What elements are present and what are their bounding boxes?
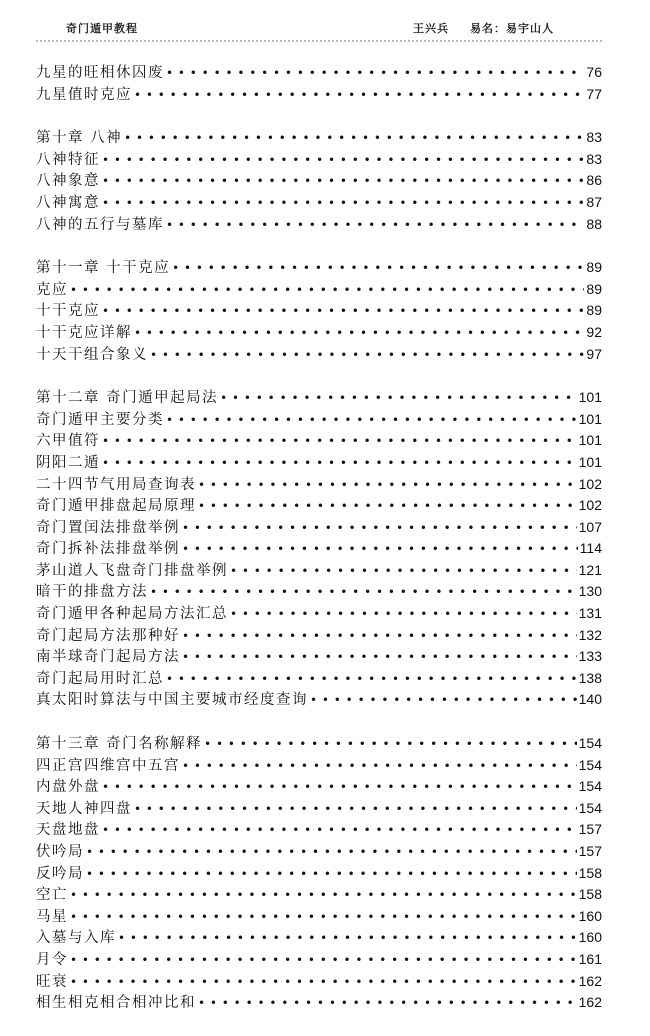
toc-entry-page: 101	[578, 432, 602, 449]
toc-entry-page: 131	[578, 605, 602, 622]
dot-leader	[310, 690, 577, 712]
toc-entry[interactable]	[36, 517, 602, 539]
toc-entry-page: 154	[578, 735, 602, 752]
dot-leader	[150, 345, 584, 367]
dot-leader	[102, 171, 584, 193]
toc-entry-title: 反吟局	[36, 865, 84, 882]
toc-entry-title: 四正宫四维宫中五宫	[36, 757, 180, 774]
dot-leader	[220, 388, 577, 410]
toc-entry-title: 八神特征	[36, 151, 100, 168]
toc-entry-title: 南半球奇门起局方法	[36, 649, 180, 666]
toc-entry-page: 154	[578, 778, 602, 795]
toc-entry-page: 92	[586, 323, 602, 340]
toc-entry-title: 伏吟局	[36, 844, 84, 860]
toc-entry-title: 茅山道人飞盘奇门排盘举例	[36, 562, 228, 579]
toc-entry-page: 88	[586, 215, 602, 232]
dot-leader	[102, 150, 584, 172]
toc-entry-page: 157	[578, 821, 602, 838]
toc-entry[interactable]	[36, 927, 602, 949]
dot-leader	[134, 799, 577, 821]
toc-entry-title: 奇门起局用时汇总	[36, 670, 164, 687]
toc-entry[interactable]	[36, 495, 602, 517]
toc-entry[interactable]	[36, 603, 602, 625]
dot-leader	[230, 604, 577, 626]
dot-leader	[70, 972, 577, 994]
toc-entry[interactable]	[36, 149, 602, 171]
author-name: 王兴兵	[413, 22, 449, 35]
toc-section	[36, 62, 602, 105]
toc-chapter-entry[interactable]	[36, 127, 602, 149]
toc-entry-title: 相生相克相合相冲比和	[36, 995, 196, 1012]
dot-leader	[70, 907, 577, 929]
toc-section	[36, 733, 602, 1014]
toc-entry-page: 140	[578, 691, 602, 708]
toc-entry-title: 奇门遁甲主要分类	[36, 411, 164, 428]
dot-leader	[134, 85, 584, 107]
toc-entry[interactable]	[36, 625, 602, 647]
toc-entry-title: 奇门遁甲各种起局方法汇总	[36, 606, 228, 623]
toc-entry-title: 八神的五行与墓库	[36, 216, 164, 233]
toc-entry[interactable]	[36, 452, 602, 474]
toc-entry-page: 102	[578, 475, 602, 492]
toc-entry-title: 奇门拆补法排盘举例	[36, 541, 180, 558]
toc-entry-page: 77	[586, 85, 602, 102]
toc-entry-title: 十干克应	[36, 303, 100, 320]
toc-entry-page: 157	[578, 843, 602, 859]
toc-entry-title: 旺衰	[36, 973, 68, 990]
toc-chapter-entry[interactable]	[36, 733, 602, 755]
toc-entry-page: 154	[578, 756, 602, 773]
dot-leader	[102, 777, 577, 799]
toc-entry-title: 克应	[36, 281, 68, 298]
toc-entry-page: 158	[578, 886, 602, 903]
toc-entry[interactable]	[36, 776, 602, 798]
dot-leader	[198, 993, 577, 1015]
toc-entry-page: 101	[578, 410, 602, 427]
dot-leader	[102, 820, 577, 842]
toc-entry-page: 87	[586, 193, 602, 210]
toc-entry-title: 空亡	[36, 887, 68, 904]
toc-entry[interactable]	[36, 884, 602, 906]
toc-entry-title: 天地人神四盘	[36, 800, 132, 817]
toc-chapter-entry[interactable]	[36, 257, 602, 279]
toc-entry-title: 奇门起局方法那种好	[36, 627, 180, 644]
toc-entry-title: 月令	[36, 951, 68, 968]
dot-leader	[182, 756, 577, 778]
dot-leader	[102, 453, 577, 475]
toc-entry-page: 101	[578, 389, 602, 406]
dot-leader	[166, 63, 584, 85]
toc-entry-page: 89	[586, 280, 602, 297]
toc-entry[interactable]	[36, 646, 602, 668]
toc-entry[interactable]	[36, 798, 602, 820]
dot-leader	[86, 864, 577, 886]
toc-entry-page: 130	[578, 583, 602, 600]
toc-entry-page: 160	[578, 929, 602, 946]
toc-entry-page: 107	[578, 518, 602, 535]
dot-leader	[102, 301, 584, 323]
dot-leader	[86, 842, 577, 864]
header-divider	[36, 40, 602, 45]
toc-entry-page: 89	[586, 259, 602, 276]
dot-leader	[230, 561, 577, 583]
running-header	[0, 18, 650, 40]
toc-entry-page: 121	[578, 561, 602, 578]
toc-entry[interactable]	[36, 755, 602, 777]
dot-leader	[134, 323, 584, 345]
toc-entry-title: 真太阳时算法与中国主要城市经度查询	[36, 692, 308, 709]
toc-entry-title: 六甲值符	[36, 433, 100, 450]
dot-leader	[182, 518, 577, 540]
dot-leader	[182, 539, 578, 561]
dot-leader	[172, 258, 584, 280]
toc-entry[interactable]	[36, 300, 602, 322]
toc-entry[interactable]	[36, 992, 602, 1014]
dot-leader	[166, 215, 584, 237]
toc-entry-page: 154	[578, 799, 602, 816]
toc-entry-page: 162	[578, 994, 602, 1011]
toc-entry-page: 162	[578, 972, 602, 989]
toc-entry[interactable]	[36, 279, 602, 301]
toc-section	[36, 257, 602, 365]
toc-entry-page: 76	[586, 64, 602, 80]
toc-entry[interactable]	[36, 538, 602, 560]
dot-leader	[198, 475, 577, 497]
toc-entry[interactable]	[36, 344, 602, 366]
toc-entry-title: 内盘外盘	[36, 779, 100, 796]
dot-leader	[124, 128, 584, 150]
dot-leader	[198, 496, 577, 518]
toc-entry-title: 第十三章 奇门名称解释	[36, 736, 203, 753]
dot-leader	[70, 950, 577, 972]
toc-entry[interactable]	[36, 409, 602, 431]
dot-leader	[150, 582, 577, 604]
dot-leader	[166, 410, 577, 432]
toc-entry-page: 102	[578, 497, 602, 514]
toc-entry-page: 101	[578, 453, 602, 470]
toc-entry-page: 83	[586, 129, 602, 146]
toc-entry-page: 133	[578, 648, 602, 665]
book-title: 奇门遁甲教程	[66, 22, 138, 35]
toc-entry-title: 奇门置闰法排盘举例	[36, 519, 180, 536]
toc-entry[interactable]	[36, 474, 602, 496]
toc-entry-page: 86	[586, 172, 602, 189]
toc-entry[interactable]	[36, 581, 602, 603]
toc-entry-page: 161	[578, 950, 602, 967]
toc-entry-title: 八神象意	[36, 173, 100, 190]
toc-section	[36, 387, 602, 711]
toc-entry[interactable]	[36, 560, 602, 582]
toc-entry-title: 阴阳二遁	[36, 454, 100, 471]
toc-entry-title: 第十二章 奇门遁甲起局法	[36, 390, 219, 407]
dot-leader	[70, 885, 577, 907]
toc-entry-page: 114	[579, 540, 602, 557]
toc-entry[interactable]	[36, 214, 602, 236]
toc-entry[interactable]	[36, 863, 602, 885]
toc-entry-page: 158	[578, 864, 602, 881]
toc-entry[interactable]	[36, 84, 602, 106]
toc-entry-title: 第十章 八神	[36, 130, 123, 147]
toc-entry[interactable]	[36, 689, 602, 711]
dot-leader	[102, 431, 577, 453]
toc-entry[interactable]	[36, 971, 602, 993]
toc-entry[interactable]	[36, 841, 602, 863]
toc-entry-title: 十干克应详解	[36, 324, 132, 341]
toc-entry-title: 第十一章 十干克应	[36, 260, 171, 277]
toc-entry-title: 十天干组合象义	[36, 346, 148, 363]
toc-entry-page: 160	[578, 907, 602, 924]
dot-leader	[70, 280, 584, 302]
toc-entry-title: 马星	[36, 908, 68, 925]
toc-entry-title: 九星值时克应	[36, 86, 132, 103]
toc-entry-page: 89	[586, 302, 602, 319]
dot-leader	[204, 734, 577, 756]
toc-entry-title: 九星的旺相休囚废	[36, 65, 164, 81]
author-alias: 易名：易宇山人	[470, 22, 554, 35]
toc-entry[interactable]	[36, 430, 602, 452]
toc-entry[interactable]	[36, 819, 602, 841]
toc-chapter-entry[interactable]	[36, 387, 602, 409]
toc-entry[interactable]	[36, 192, 602, 214]
toc-entry-title: 天盘地盘	[36, 822, 100, 839]
dot-leader	[182, 647, 577, 669]
toc-entry[interactable]	[36, 322, 602, 344]
toc-section	[36, 127, 602, 235]
toc-entry-page: 138	[578, 669, 602, 686]
toc-entry[interactable]	[36, 949, 602, 971]
dot-leader	[102, 193, 584, 215]
toc-entry[interactable]	[36, 668, 602, 690]
table-of-contents	[36, 62, 602, 1036]
toc-entry-title: 奇门遁甲排盘起局原理	[36, 498, 196, 515]
dot-leader	[118, 928, 577, 950]
dot-leader	[182, 626, 577, 648]
toc-entry-page: 132	[578, 626, 602, 643]
toc-entry-title: 八神寓意	[36, 194, 100, 211]
toc-entry-title: 二十四节气用局查询表	[36, 476, 196, 493]
toc-entry-page: 97	[586, 345, 602, 362]
toc-entry[interactable]	[36, 906, 602, 928]
dot-leader	[166, 669, 577, 691]
toc-entry-title: 入墓与入库	[36, 930, 116, 947]
toc-entry[interactable]	[36, 170, 602, 192]
toc-entry-title: 暗干的排盘方法	[36, 584, 148, 601]
toc-entry-page: 83	[586, 150, 602, 167]
toc-entry[interactable]	[36, 62, 602, 84]
